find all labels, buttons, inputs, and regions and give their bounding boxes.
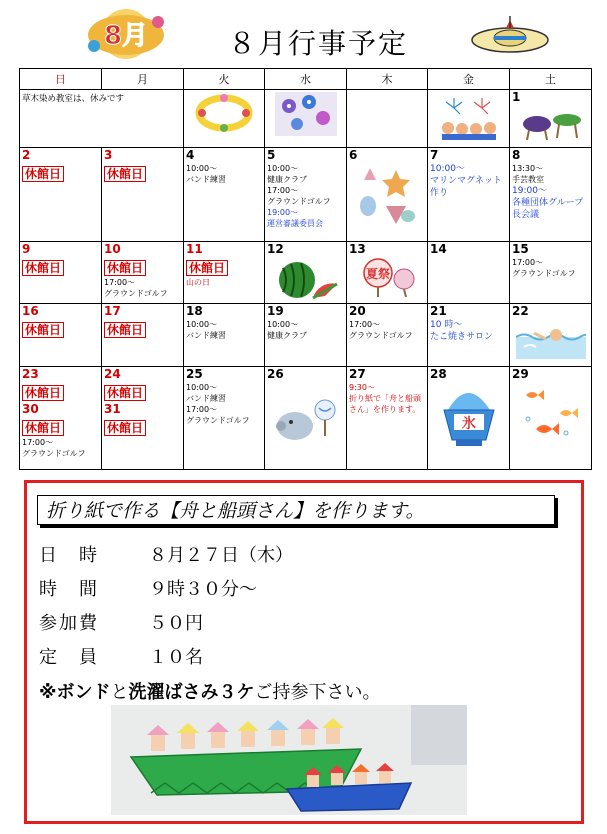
day-number: 4: [186, 148, 195, 162]
day-number: 3: [104, 148, 113, 162]
day-cell: [347, 367, 428, 470]
event-name: 健康クラブ: [267, 175, 307, 184]
day-cell: [510, 304, 592, 367]
day-cell: [347, 304, 428, 367]
event-time: 17:00～: [22, 438, 54, 447]
day-number: 2: [22, 148, 31, 162]
event-name: グラウンドゴルフ: [512, 269, 576, 278]
origami-boat-photo: [111, 705, 467, 815]
event-name: バンド練習: [186, 175, 226, 184]
weekday-fri: 金: [428, 69, 510, 90]
swimming-child-icon: [516, 319, 586, 359]
event-time: 10:00～: [186, 320, 218, 329]
day-cell: [20, 367, 102, 470]
straw-hat-icon: [470, 14, 550, 58]
day-cell: [184, 242, 265, 304]
weekday-header-row: [20, 69, 592, 90]
day-number: 30: [22, 402, 39, 416]
august-logo-icon: [80, 8, 172, 60]
week-row: [20, 90, 592, 148]
flower-wreath-icon: [194, 93, 254, 133]
day-cell: [20, 304, 102, 367]
bring-prefix: ※: [39, 682, 57, 703]
closed-badge: 休館日: [22, 420, 64, 436]
day-cell: [347, 148, 428, 242]
mosquito-pig-icon: [271, 388, 341, 448]
event-name: バンド練習: [186, 394, 226, 403]
event-time: 9:30～: [349, 383, 375, 392]
weekday-wed: 水: [265, 69, 347, 90]
day-number: 5: [267, 148, 276, 162]
seashells-icon: [352, 166, 422, 228]
weekday-sat: 土: [510, 69, 592, 90]
info-label: 参加費: [39, 613, 99, 634]
eggplant-horse-icon: [519, 108, 583, 142]
bring-item-bond: ボンド: [56, 682, 111, 703]
event-time: 17:00～: [349, 320, 381, 329]
info-row-fee: [39, 609, 203, 635]
bring-suffix: ご持参下さい。: [254, 682, 381, 703]
day-number: 17: [104, 304, 121, 318]
event-name: バンド練習: [186, 331, 226, 340]
event-time: 17:00～: [186, 405, 218, 414]
calendar-note-cell: [20, 90, 184, 148]
day-number: 27: [349, 367, 366, 381]
week-row: [20, 367, 592, 470]
watermelon-icon: [273, 260, 339, 300]
calendar-note: 草木染め教室は、休みです: [22, 94, 125, 104]
event-name: グラウンドゴルフ: [22, 449, 86, 458]
day-cell: [510, 148, 592, 242]
day-cell: [347, 90, 428, 148]
day-cell: [265, 148, 347, 242]
event-name: 手芸教室: [512, 175, 544, 184]
closed-badge: 休館日: [22, 166, 64, 182]
day-cell: [428, 242, 510, 304]
closed-badge: 休館日: [104, 385, 146, 401]
day-cell: [184, 367, 265, 470]
day-number: 14: [430, 242, 447, 256]
page-title: ８月行事予定: [228, 27, 409, 60]
info-value: ９時３０分～: [149, 579, 257, 600]
event-time: 10:00～: [186, 383, 218, 392]
week-row: [20, 242, 592, 304]
event-time: 10:00～: [430, 164, 465, 174]
day-number: 15: [512, 242, 529, 256]
week-row: [20, 148, 592, 242]
event-time: 17:00～: [512, 258, 544, 267]
day-cell: [102, 304, 184, 367]
weekday-tue: 火: [184, 69, 265, 90]
summer-festival-fan-icon: [356, 257, 418, 297]
day-number: 18: [186, 304, 203, 318]
weekday-thu: 木: [347, 69, 428, 90]
day-number: 6: [349, 148, 358, 162]
event-info-box: [24, 480, 584, 824]
day-cell: [102, 242, 184, 304]
event-name: グラウンドゴルフ: [267, 197, 331, 206]
info-label: 定 員: [39, 647, 99, 668]
event-name: グラウンドゴルフ: [349, 331, 413, 340]
day-number: 21: [430, 304, 447, 318]
holiday-name: 山の日: [186, 278, 210, 287]
day-number: 11: [186, 242, 203, 256]
day-cell: [184, 90, 265, 148]
event-time: 13:30～: [512, 164, 544, 173]
day-cell: [102, 148, 184, 242]
info-row-capacity: [39, 643, 203, 669]
info-row-time: [39, 575, 257, 601]
day-number: 28: [430, 367, 447, 381]
closed-badge: 休館日: [104, 420, 146, 436]
event-time: 17:00～: [104, 278, 136, 287]
day-number: 23: [22, 367, 39, 381]
closed-badge: 休館日: [22, 322, 64, 338]
info-value: １０名: [149, 647, 203, 668]
info-label: 時 間: [39, 579, 99, 600]
event-time: 10:00～: [267, 320, 299, 329]
day-cell: [265, 304, 347, 367]
day-number: 19: [267, 304, 284, 318]
event-name: マリンマグネット作り: [430, 176, 502, 198]
fireworks-icon: [438, 96, 500, 140]
morning-glory-icon: [275, 92, 337, 136]
goldfish-icon: [516, 385, 586, 443]
day-cell: [347, 242, 428, 304]
event-time: 19:00～: [512, 186, 547, 196]
closed-badge: 休館日: [22, 260, 64, 276]
closed-badge: 休館日: [104, 166, 146, 182]
bring-items-note: [39, 678, 381, 704]
day-cell: [510, 90, 592, 148]
bring-item-clips: 洗濯ばさみ３ケ: [128, 682, 255, 703]
logo-text: 8月: [103, 21, 149, 51]
weekday-sun: 日: [20, 69, 102, 90]
day-number: 31: [104, 402, 121, 416]
day-number: 8: [512, 148, 521, 162]
ice-flag-text: 氷: [461, 416, 476, 432]
page-header: [0, 0, 607, 66]
day-cell: [20, 242, 102, 304]
day-number: 25: [186, 367, 203, 381]
closed-badge: 休館日: [186, 260, 228, 276]
event-banner: 折り紙で作る【舟と船頭さん】を作ります。: [37, 495, 555, 525]
day-cell: [428, 367, 510, 470]
day-number: 10: [104, 242, 121, 256]
closed-badge: 休館日: [104, 260, 146, 276]
weekday-mon: 月: [102, 69, 184, 90]
day-number: 24: [104, 367, 121, 381]
day-cell: [265, 367, 347, 470]
event-name: 各種団体グループ長会議: [512, 198, 584, 220]
day-number: 13: [349, 242, 366, 256]
day-number: 16: [22, 304, 39, 318]
event-time: 10:00～: [267, 164, 299, 173]
day-cell: [510, 367, 592, 470]
info-value: ８月２７日（木）: [149, 545, 293, 566]
closed-badge: 休館日: [104, 322, 146, 338]
event-name: グラウンドゴルフ: [104, 289, 168, 298]
event-time: 10 時～: [430, 320, 463, 330]
day-cell: [265, 90, 347, 148]
event-time: 19:00～: [267, 208, 299, 217]
event-time: 10:00～: [186, 164, 218, 173]
day-cell: [102, 367, 184, 470]
day-number: 1: [512, 90, 521, 104]
day-cell: [184, 304, 265, 367]
day-number: 26: [267, 367, 284, 381]
day-cell: [20, 148, 102, 242]
calendar-table: [19, 68, 592, 470]
day-cell: [184, 148, 265, 242]
fan-text: 夏祭: [365, 267, 391, 281]
day-cell: [428, 304, 510, 367]
day-cell: [510, 242, 592, 304]
event-name: 運営審議委員会: [267, 219, 323, 228]
day-number: 7: [430, 148, 439, 162]
bring-connector: と: [110, 682, 129, 703]
event-name: グラウンドゴルフ: [186, 416, 250, 425]
day-cell: [428, 148, 510, 242]
info-label: 日 時: [39, 545, 99, 566]
day-cell: [265, 242, 347, 304]
day-number: 22: [512, 304, 529, 318]
day-number: 9: [22, 242, 31, 256]
event-name: たこ焼きサロン: [430, 332, 494, 342]
event-name: 折り紙で「舟と船頭さん」を作ります。: [349, 394, 421, 414]
info-row-date: [39, 541, 293, 567]
week-row: [20, 304, 592, 367]
day-number: 12: [267, 242, 284, 256]
shaved-ice-icon: [436, 382, 502, 448]
day-cell: [428, 90, 510, 148]
info-value: ５０円: [149, 613, 203, 634]
event-time: 17:00～: [267, 186, 299, 195]
closed-badge: 休館日: [22, 385, 64, 401]
day-number: 20: [349, 304, 366, 318]
day-number: 29: [512, 367, 529, 381]
event-name: 健康クラブ: [267, 331, 307, 340]
